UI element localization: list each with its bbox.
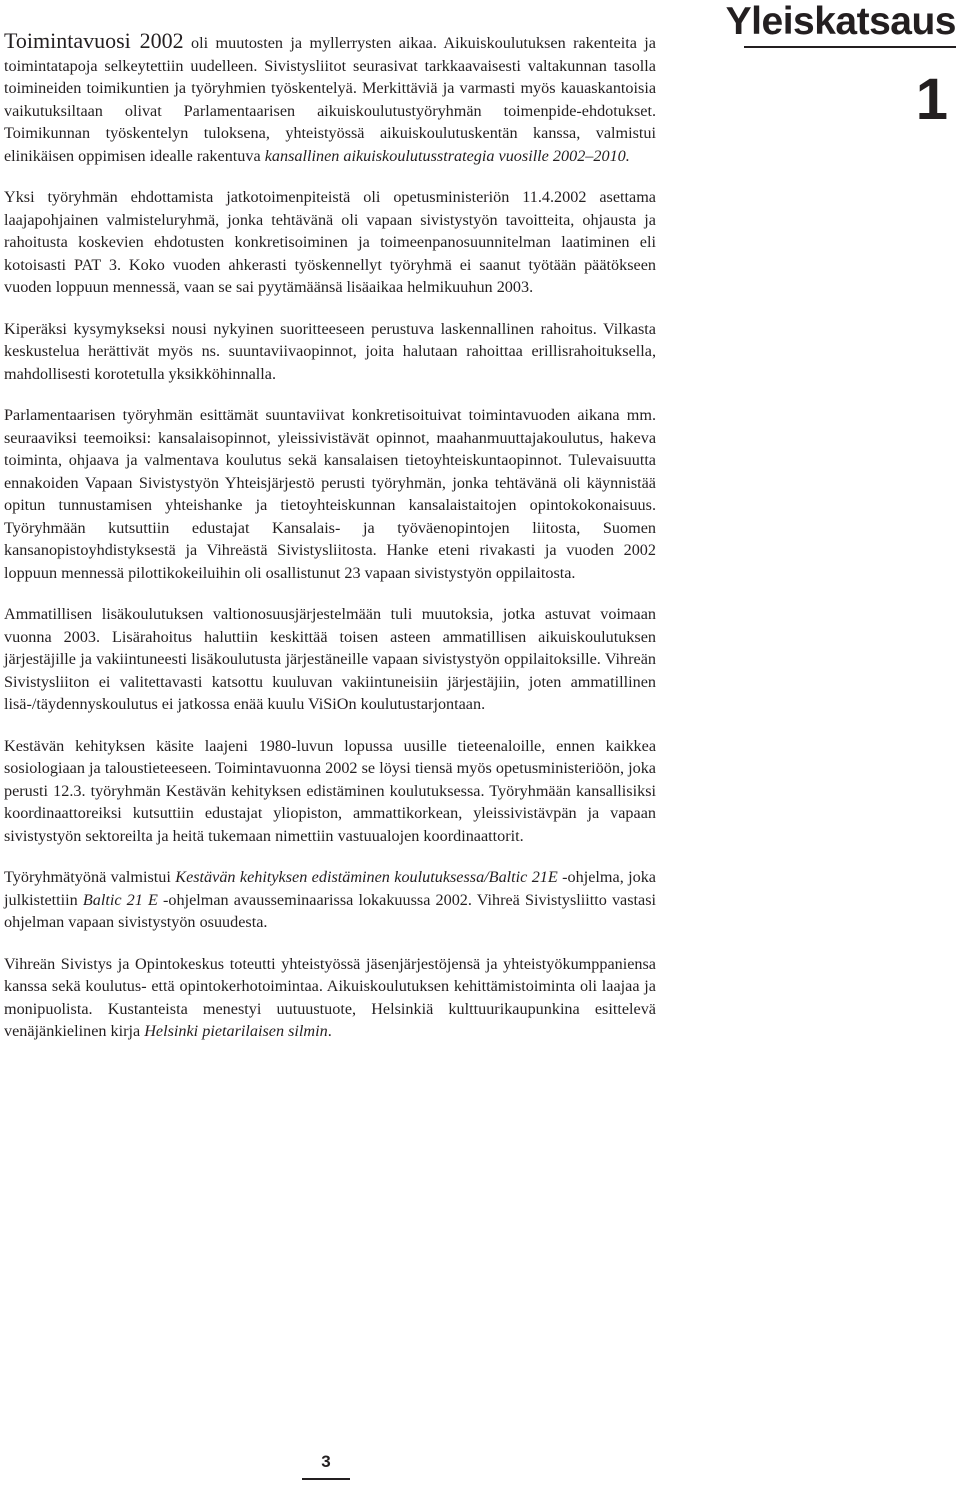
paragraph-5: Ammatillisen lisäkoulutuksen valtionosuusjärjestelmään tuli muutoksia, jotka astuvat voimaan vuonna 2003. Lisärahoitus haluttiin keskittää toisen asteen ammatillisen aikuiskoulutuksen järjestäjille ja vakiintuneesti lisäkoulutusta järjestäneille vapaan sivistystyön oppilaitoksille. Vihreän Sivistysliiton ei valitettavasti katsottu kuuluvan vakiintuneisiin järjestäjiin, joten ammatillinen lisä-/täydennyskoulutus ei jatkossa enää kuulu ViSiOn koulutustarjontaan. bbox=[4, 605, 656, 713]
section-number: 1 bbox=[915, 67, 948, 132]
paragraph-italic: Helsinki pietarilaisen silmin bbox=[144, 1022, 328, 1040]
paragraph-text: Työryhmätyönä valmistui bbox=[4, 868, 176, 886]
paragraph-italic: Kestävän kehityksen edistäminen koulutuksessa/Baltic 21E bbox=[175, 868, 558, 886]
paragraph-7 bbox=[4, 866, 656, 934]
paragraph-text: Vihreän Sivistys ja Opintokeskus toteutti yhteistyössä jäsenjärjestöjensä ja yhteistyökumppaniensa kanssa sekä koulutus- että opintokerhotoimintaa. Aikuiskoulutuksen kehittämistoiminta oli laajaa ja monipuolista. Kustanteista menestyi uutuustuote, Helsinkiä kulttuurikaupunkina esittelevä venäjänkielinen kirja bbox=[4, 954, 656, 1040]
section-title: Yleiskatsaus bbox=[725, 0, 956, 43]
paragraph-2: Yksi työryhmän ehdottamista jatkotoimenpiteistä oli opetusministeriön 11.4.2002 asettama laajapohjainen valmisteluryhmä, jonka tehtävänä oli vapaan sivistystyön tavoitteita, ohjausta ja rahoitusta koskevien ehdotusten konkretisoiminen ja toimeenpanosuunnitelman laatiminen eli kotoisasti PAT 3. Koko vuoden ahkerasti työskennellyt työryhmä ei saanut työtään päätökseen vuoden loppuun mennessä, vaan se sai pyytämäänsä lisäaikaa helmikuuhun 2003. bbox=[4, 188, 656, 296]
paragraph-italic: Baltic 21 E bbox=[82, 890, 158, 909]
paragraph-3: Kiperäksi kysymykseksi nousi nykyinen suoritteeseen perustuva laskennallinen rahoitus. Vilkasta keskustelua herättivät myös ns. suuntaviivaopinnot, joita halutaan rahoittaa erillisrahoituksella, mahdollisesti korotetulla yksikköhinnalla. bbox=[4, 319, 656, 383]
paragraph-text: -ohjelma, joka julkistettiin bbox=[4, 868, 656, 909]
section-title-rule bbox=[744, 46, 956, 48]
paragraph-1 bbox=[4, 30, 656, 167]
paragraph-text: oli muutosten ja myllerrysten aikaa. Aikuiskoulutuksen rakenteita ja toimintatapoja selkeytettiin uudelleen. Sivistysliitot seurasivat tarkkaavaisesti valtakunnan tasolla toimineiden toimikuntien ja työryhmien työskentelyä. Merkittäviä ja varmasti myös kauaskantoisia vaikutuksiltaan olivat Parlamentaarisen aikuiskoulutustyöryhmän toimenpide-ehdotukset. Toimikunnan työskentelyn tuloksena, yhteistyössä aikuiskoulutuskentän kanssa, valmistui elinikäisen oppimisen idealle rakentuva bbox=[4, 34, 656, 165]
page-number: 3 bbox=[321, 1452, 331, 1471]
paragraph-6: Kestävän kehityksen käsite laajeni 1980-luvun lopussa uusille tieteenaloille, ennen kaikkea sosiologiaan ja taloustieteeseen. Toimintavuonna 2002 se löysi tiensä myös opetusministeriöön, joka perusti 12.3. työryhmän Kestävän kehityksen edistäminen koulutuksessa. Työryhmään kansallisiksi koordinaattoreiksi kutsuttiin edustajat yliopiston, ammattikorkean, yleissivistävpän ja vapaan sivistystyön sektoreilta ja heitä tukemaan nimettiin vastuualojen koordinaattorit. bbox=[4, 736, 656, 845]
section-header bbox=[716, 0, 956, 130]
paragraph-lead: Toimintavuosi 2002 bbox=[4, 28, 184, 53]
paragraph-italic: kansallinen aikuiskoulutusstrategia vuosille 2002–2010. bbox=[264, 146, 630, 165]
paragraph-4: Parlamentaarisen työryhmän esittämät suuntaviivat konkretisoituivat toimintavuoden aikana mm. seuraaviksi teemoiksi: kansalaisopinnot, yleissivistävät opinnot, maahanmuuttajakoulutus, hakeva toiminta, ohjaava ja valmentava koulutus sekä kansalaisen tietoyhteiskuntaopinnot. Tulevaisuutta ennakoiden Vapaan Sivistystyön Yhteisjärjestö perusti työryhmän, jonka tehtävänä oli käynnistää opitun tunnustamisen yhteishanke ja tietoyhteiskunnan kansalaistaitojen opintokokonaisuus. Työryhmään kutsuttiin edustajat Kansalais- ja työväenopintojen liitosta, Suomen kansanopistoyhdistyksestä ja Vihreästä Sivistysliitosta. Hanke eteni rivakasti ja vuoden 2002 loppuun mennessä pilottikokeiluihin oli osallistunut 23 vapaan sivistystyön oppilaitosta. bbox=[4, 406, 656, 582]
paragraph-8 bbox=[4, 953, 656, 1043]
body-text bbox=[4, 30, 656, 1062]
paragraph-text: -ohjelman avausseminaarissa lokakuussa 2002. Vihreä Sivistysliitto vastasi ohjelman vapaan sivistystyön osuudesta. bbox=[4, 890, 657, 931]
paragraph-text: . bbox=[327, 1022, 332, 1040]
page-number-rule bbox=[302, 1478, 350, 1480]
